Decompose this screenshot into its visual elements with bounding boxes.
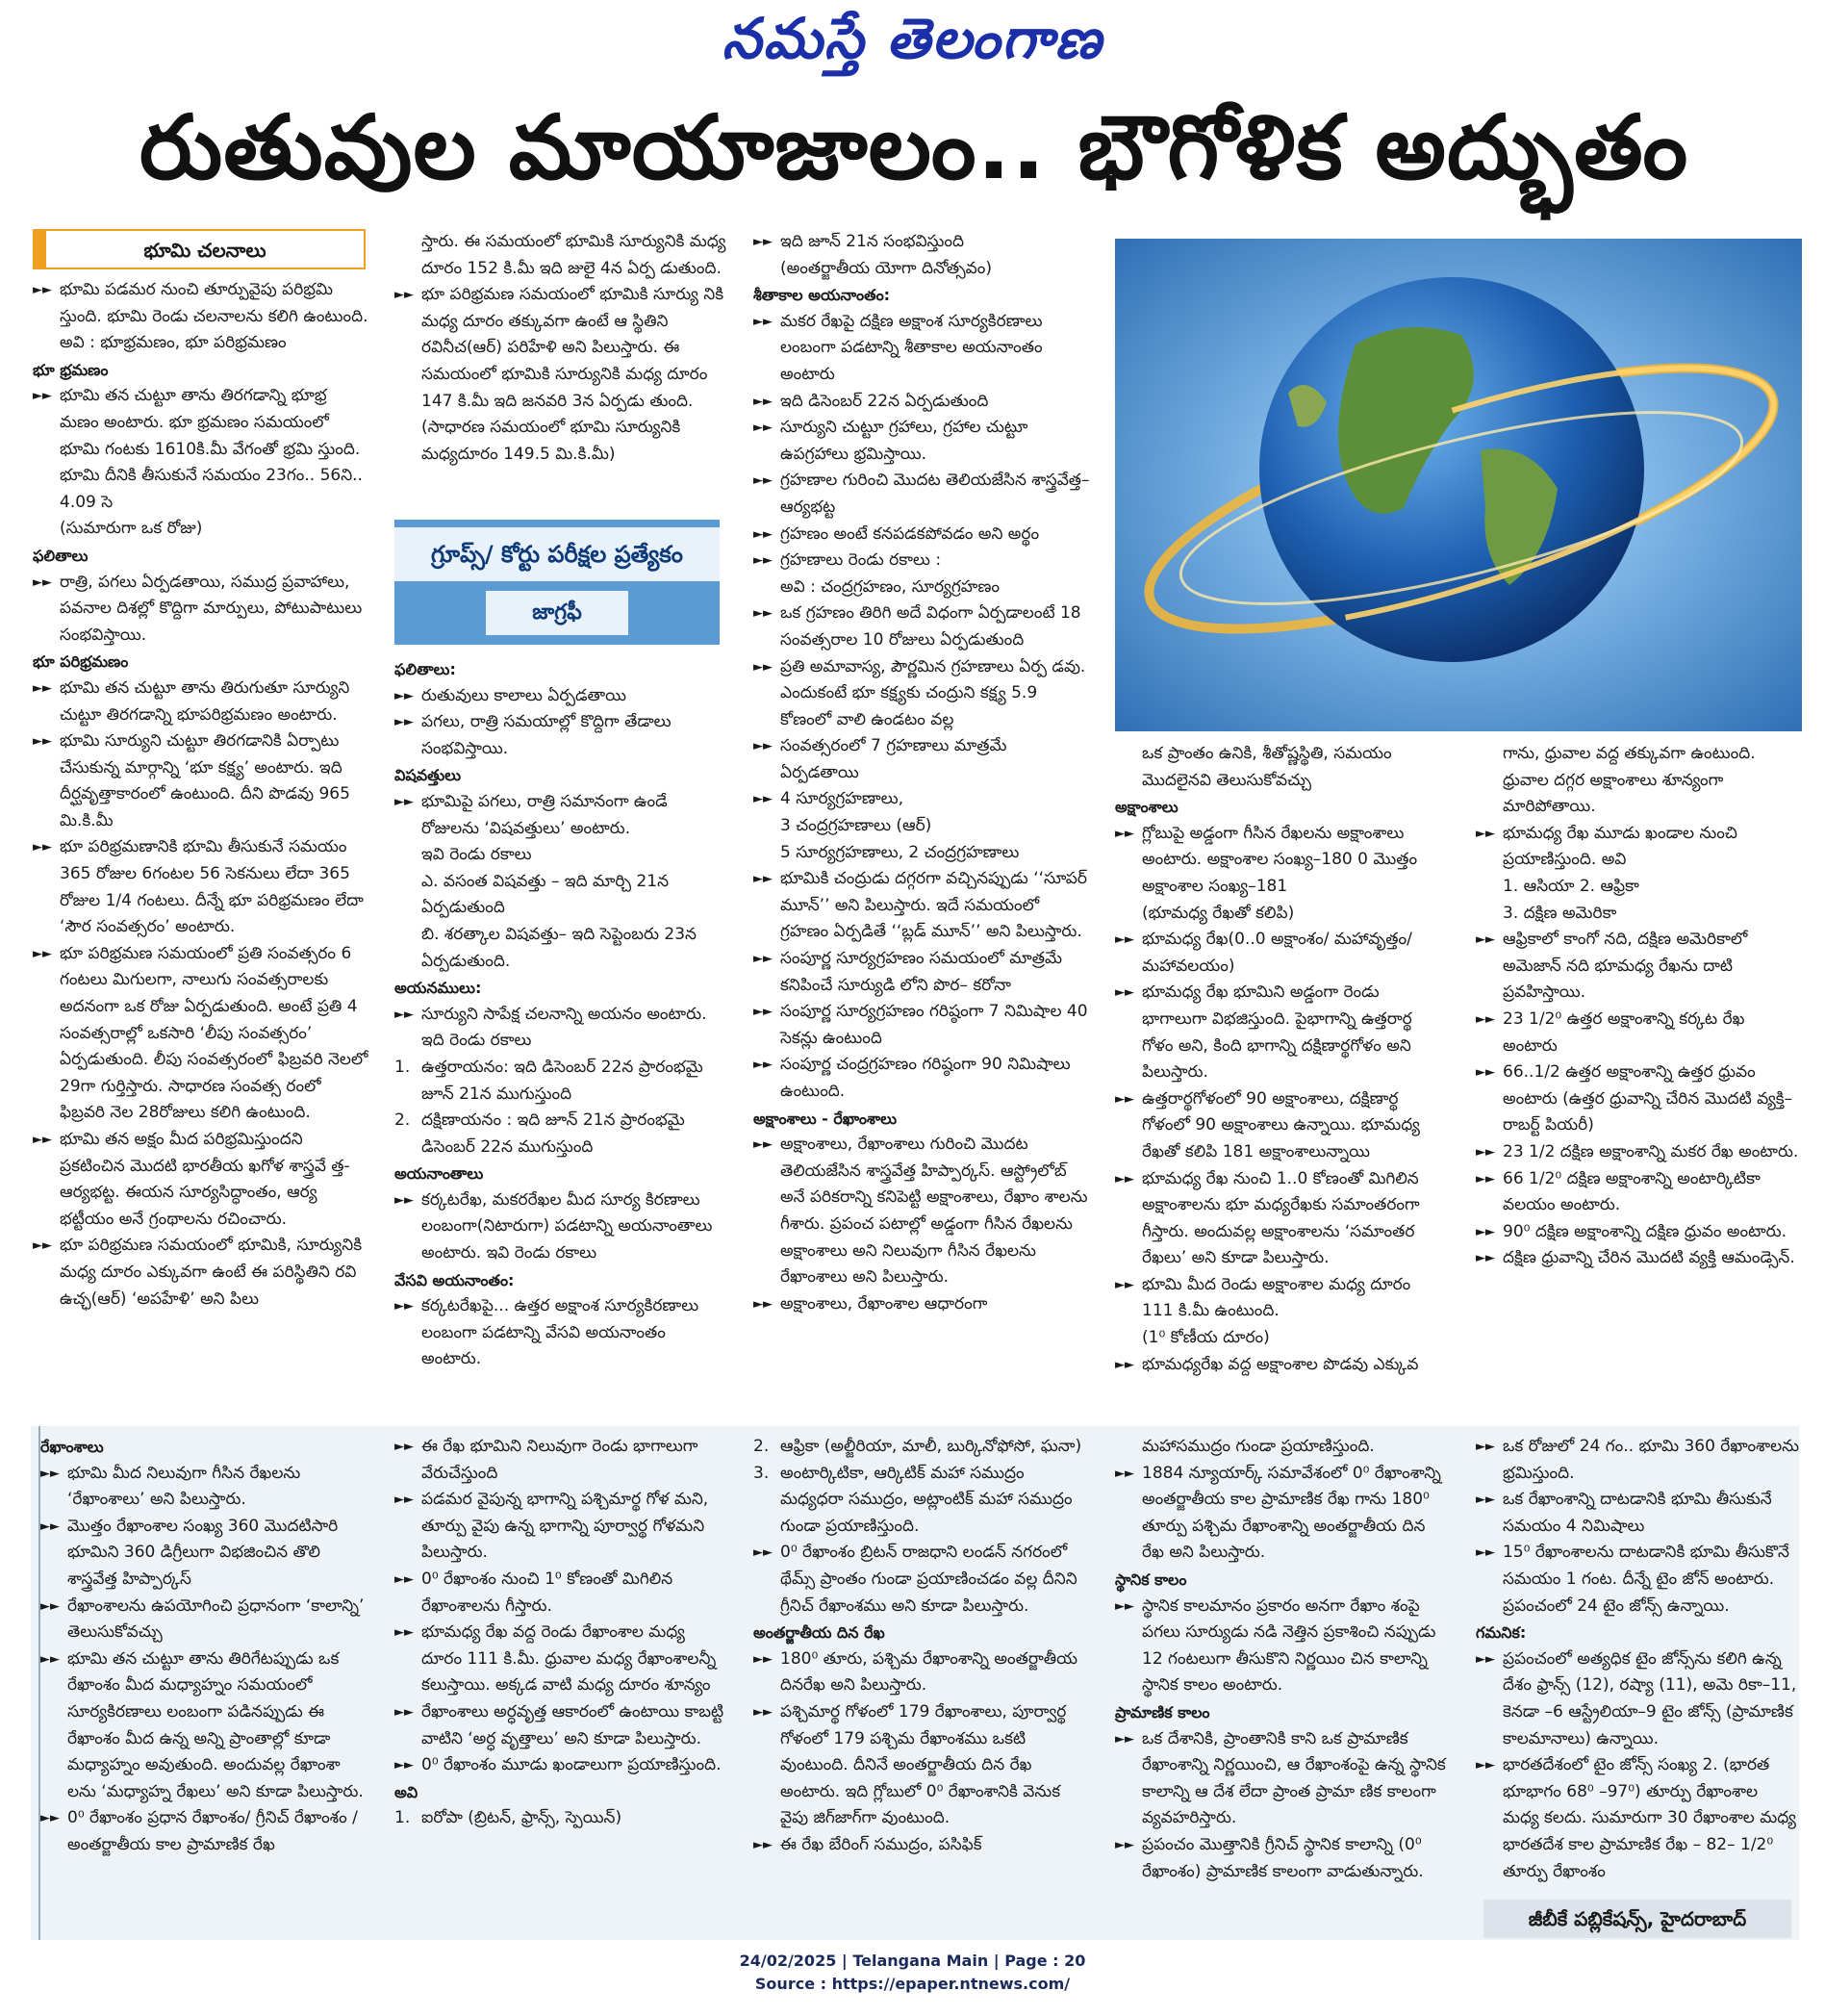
bullet-arrow-icon: ►► bbox=[394, 715, 414, 730]
bullet-arrow-icon: ►► bbox=[1476, 1171, 1495, 1187]
exam-banner bbox=[394, 520, 720, 645]
bullet-arrow-icon: ►► bbox=[394, 1625, 414, 1641]
bullet-text: దక్షిణ ధ్రువాన్ని చేరిన మొదటి వ్యక్తి ఆమండ్సెన్. bbox=[1503, 1248, 1795, 1268]
subheading: అక్షాంశాలు - రేఖాంశాలు bbox=[753, 1109, 898, 1128]
bullet-text: గ్రహణాల గురించి మొదట తెలియజేసిన శాస్త్రవేత్త– ఆర్యభట్ట bbox=[780, 471, 1090, 517]
bullet-text: భూ పరిభ్రమణ సమయంలో ప్రతి సంవత్సరం 6 గంటలు మిగులగా, నాలుగు సంవత్సరాలకు అదనంగా ఒక రోజు ఏర్పడుతుంది. అంటే ప్రతి 4 సంవత్సరాల్లో ఒకసారి ‘లీపు సంవత్సరం’ ఏర్పడుతుంది. లీపు సంవత్సరంలో ఫిబ్రవరి నెలలో 29గా గుర్తిస్తారు. సాధారణ సంవత్స రంలో ఫిబ్రవరి నెల 28రోజులు కలిగి ఉంటుంది. bbox=[60, 943, 368, 1123]
bullet-text: గ్రహణాలు రెండు రకాలు : bbox=[780, 550, 942, 571]
bullet-arrow-icon: ►► bbox=[1115, 1171, 1134, 1187]
bullet-item bbox=[33, 383, 369, 516]
subheading: శీతాకాల అయనాంతం: bbox=[753, 286, 891, 305]
bullet-text: భారతదేశంలో టైం జోన్స్ సంఖ్య 2. (భారత భూభాగం 68⁰ –97⁰) తూర్పు రేఖాంశాల మధ్య కలదు. సుమారుగా 30 రేఖాంశాల మధ్య భారతదేశ కాల ప్రామాణిక రేఖ – 82– 1/2⁰ తూర్పు రేఖాంశం bbox=[1503, 1755, 1796, 1881]
bullet-item bbox=[394, 1187, 726, 1267]
subheading: ఫలితాలు bbox=[33, 546, 89, 565]
bullet-arrow-icon: ►► bbox=[1115, 1598, 1134, 1614]
bullet-text: భూమి మీద నిలువుగా గీసిన రేఖలను ‘రేఖాంశాలు’ అని పిలుస్తారు. bbox=[67, 1463, 301, 1510]
bullet-text: ఇది జూన్ 21న సంభవిస్తుంది bbox=[780, 232, 964, 251]
bullet-arrow-icon: ►► bbox=[1115, 1277, 1134, 1292]
bullet-item bbox=[1115, 927, 1447, 980]
bullet-item bbox=[753, 1052, 1090, 1105]
bullet-arrow-icon: ►► bbox=[753, 1704, 773, 1720]
bullet-arrow-icon: ►► bbox=[33, 734, 52, 750]
bullet-item bbox=[394, 1620, 726, 1699]
bullet-item bbox=[1115, 1461, 1447, 1567]
bullet-text: 23 1/2⁰ ఉత్తర అక్షాంశాన్ని కర్కట రేఖ అంటారు bbox=[1503, 1008, 1745, 1056]
bullet-arrow-icon: ►► bbox=[1476, 1545, 1495, 1561]
bullet-text: 0⁰ రేఖాంశం నుంచి 1⁰ కోణంతో మిగిలిన రేఖాంశాలను గీస్తారు. bbox=[421, 1569, 673, 1616]
bullet-item bbox=[1115, 1832, 1447, 1885]
bullet-item bbox=[1476, 1540, 1799, 1620]
bullet-item bbox=[753, 1832, 1085, 1859]
bullet-item bbox=[1115, 1352, 1447, 1379]
bullet-arrow-icon: ►► bbox=[394, 1299, 414, 1314]
subheading: రేఖాంశాలు bbox=[40, 1438, 104, 1456]
bullet-arrow-icon: ►► bbox=[1476, 1144, 1495, 1160]
bullet-arrow-icon: ►► bbox=[1115, 1091, 1134, 1107]
bottom-column-3 bbox=[753, 1434, 1085, 1859]
bullet-text: 0⁰ రేఖాంశం మూడు ఖండాలుగా ప్రయాణిస్తుంది. bbox=[421, 1755, 722, 1775]
bullet-text: రాత్రి, పగలు ఏర్పడతాయి, సముద్ర ప్రవాహాలు, పవనాల దిశల్లో కొద్దిగా మార్పులు, పోటుపాటులు సంభవిస్తాయి. bbox=[60, 572, 363, 645]
paragraph-text: అవి : చంద్రగ్రహణం, సూర్యగ్రహణం bbox=[780, 576, 1000, 597]
bullet-text: ఆఫ్రికాలో కాంగో నది, దక్షిణ అమెరికాలో అమెజాన్ నది భూమధ్య రేఖను దాటి ప్రవహిస్తాయి. bbox=[1503, 930, 1748, 1003]
bullet-arrow-icon: ►► bbox=[394, 1007, 414, 1022]
bullet-arrow-icon: ►► bbox=[40, 1811, 60, 1826]
numbered-item bbox=[394, 1108, 726, 1161]
bottom-column-1 bbox=[40, 1434, 368, 1859]
bullet-text: 90⁰ దక్షిణ అక్షాంశాన్ని దక్షిణ ధ్రువం అంటారు. bbox=[1503, 1221, 1787, 1241]
subheading: అక్షాంశాలు bbox=[1115, 798, 1179, 817]
footer-date: 24/02/2025 | Telangana Main | Page : 20 bbox=[739, 1952, 1086, 1970]
bullet-arrow-icon: ►► bbox=[40, 1651, 60, 1667]
bullet-text: కర్కటరేఖ, మకరరేఖల మీద సూర్య కిరణాలు లంబంగా(నిటారుగా) పడటాన్ని అయనాంతాలు అంటారు. ఇవి రెండు రకాలు bbox=[421, 1189, 713, 1263]
bullet-text: 180⁰ తూరు, పశ్చిమ రేఖాంశాన్ని అంతర్జాతీయ దినరేఖ అని పిలుస్తారు. bbox=[780, 1648, 1077, 1696]
bullet-item bbox=[753, 1132, 1090, 1291]
bottom-column-2 bbox=[394, 1434, 726, 1832]
bullet-text: భూమధ్య రేఖ భూమిని అడ్డంగా రెండు భాగాలుగా విభజిస్తుంది. పైభాగాన్ని ఉత్తరార్థ గోళం అని, కింది భాగాన్ని దక్షిణార్థగోళం అని పిలుస్తారు. bbox=[1142, 982, 1412, 1083]
bullet-arrow-icon: ►► bbox=[33, 946, 52, 961]
bullet-item bbox=[1476, 1166, 1801, 1219]
bullet-arrow-icon: ►► bbox=[394, 794, 414, 809]
numbered-item bbox=[394, 1805, 726, 1832]
item-number: 3. bbox=[753, 1463, 770, 1483]
bullet-item bbox=[1476, 1059, 1801, 1139]
paragraph-text: (సుమారుగా ఒక రోజు) bbox=[60, 519, 203, 539]
bullet-text: భూమికి చంద్రుడు దగ్గరగా వచ్చినప్పుడు ‘‘సూపర్ మూన్’’ అని పిలుస్తారు. ఇదే సమయంలో గ్రహణం ఏర్పడితే ‘‘బ్లడ్ మూన్’’ అని పిలుస్తారు. bbox=[780, 869, 1087, 942]
bullet-text: ప్రతి అమావాస్య, పౌర్ణమిన గ్రహణాలు ఏర్ప డవు. ఎందుకంటే భూ కక్ష్యకు చంద్రుని కక్ష్య 5.9 కోణంలో వాలి ఉండటం వల్ల bbox=[780, 656, 1086, 729]
paragraph-text: 3. దక్షిణ అమెరికా bbox=[1503, 903, 1617, 923]
subheading: గమనిక: bbox=[1476, 1623, 1527, 1643]
bullet-item bbox=[1476, 821, 1801, 874]
item-number: 1. bbox=[394, 1808, 411, 1828]
bullet-item bbox=[394, 1487, 726, 1567]
bullet-arrow-icon: ►► bbox=[33, 283, 52, 297]
column-1 bbox=[33, 277, 369, 1313]
bullet-item bbox=[1115, 821, 1447, 901]
bullet-text: రేఖాంశాలను ఉపయోగించి ప్రధానంగా ‘కాలాన్ని’ తెలుసుకోవచ్చు bbox=[67, 1595, 365, 1643]
bullet-text: రుతువులు కాలాలు ఏర్పడతాయి bbox=[421, 685, 627, 705]
bullet-arrow-icon: ►► bbox=[1476, 1440, 1495, 1454]
bullet-text: అక్షాంశాలు, రేఖాంశాల ఆధారంగా bbox=[780, 1293, 988, 1314]
bullet-arrow-icon: ►► bbox=[753, 952, 773, 967]
bullet-text: మొత్తం రేఖాంశాల సంఖ్య 360 మొదటిసారి భూమిని 360 డిగ్రీలుగా విభజించిన తొలి శాస్త్రవేత్త హిప్పార్కస్ bbox=[67, 1516, 339, 1589]
bullet-arrow-icon: ►► bbox=[1476, 1651, 1495, 1667]
bullet-item bbox=[33, 941, 369, 1127]
bullet-arrow-icon: ►► bbox=[753, 792, 773, 807]
item-number: 1. bbox=[394, 1057, 411, 1077]
bullet-text: ప్రపంచంలో అత్యధిక టైం జోన్స్‌ను కలిగి ఉన్న దేశం ఫ్రాన్స్ (12), రష్యా (11), అమె రికా–11, కెనడా –6 ఆస్ట్రేలియా–9 టైం జోన్స్ (ప్రామాణిక కాలమానాలు) ఉన్నాయి. bbox=[1503, 1648, 1797, 1748]
bullet-arrow-icon: ►► bbox=[753, 739, 773, 754]
bullet-arrow-icon: ►► bbox=[753, 526, 773, 542]
bullet-item bbox=[394, 1293, 726, 1373]
bullet-arrow-icon: ►► bbox=[753, 394, 773, 409]
bullet-text: గ్రహణం అంటే కనపడకపోవడం అని అర్థం bbox=[780, 523, 1040, 544]
bullet-text: భూమధ్య రేఖ నుంచి 1..0 కోణంతో మిగిలిన అక్షాంశాలను భూ మధ్యరేఖకు సమాంతరంగా గీస్తారు. అందువల్ల అక్షాంశాలను ‘సమాంతర రేఖలు’ అని కూడా పిలుస్తారు. bbox=[1142, 1168, 1420, 1268]
bullet-text: ఉత్తరార్థగోళంలో 90 అక్షాంశాలు, దక్షిణార్థ గోళంలో 90 అక్షాంశాలు ఉన్నాయి. భూమధ్య రేఖతో కలిపి 181 అక్షాంశాలున్నాయి bbox=[1142, 1088, 1420, 1161]
earth-globe-icon bbox=[1115, 239, 1802, 731]
bullet-text: భూమి తన చుట్టూ తాను తిరగడాన్ని భూభ్ర మణం అంటారు. భూ భ్రమణం సమయంలో భూమి గంటకు 1610కి.మీ వేగంతో భ్రమి స్తుంది. భూమి దీనికి తీసుకునే సమయం 23గం.. 56ని.. 4.09 సె bbox=[60, 386, 363, 512]
paragraph-text: 5 సూర్యగ్రహణాలు, 2 చంద్రగ్రహణాలు bbox=[780, 842, 1020, 862]
bullet-arrow-icon: ►► bbox=[1115, 985, 1134, 1001]
bullet-text: ఒక గ్రహణం తిరిగి అదే విధంగా ఏర్పడాలంటే 18 సంవత్సరాల 10 రోజులు ఏర్పడుతుంది bbox=[780, 603, 1081, 650]
bullet-arrow-icon: ►► bbox=[33, 1133, 52, 1147]
bullet-arrow-icon: ►► bbox=[753, 1137, 773, 1153]
bullet-text: భూమధ్య రేఖ(0..0 అక్షాంశం/ మహావృత్తం/ మహావలయం) bbox=[1142, 930, 1412, 976]
bullet-item bbox=[1476, 1434, 1799, 1487]
bullet-text: భూమధ్య రేఖ మూడు ఖండాల నుంచి ప్రయాణిస్తుంది. అవి bbox=[1503, 823, 1737, 870]
paragraph-text: (అంతర్జాతీయ యోగా దినోత్సవం) bbox=[780, 258, 993, 278]
bullet-text: భూ పరిభ్రమణ సమయంలో భూమికి, సూర్యునికి మధ్య దూరం ఎక్కువగా ఉంటే ఈ పరిస్థితిని రవి ఉచ్ఛ(ఆర్) ‘అపహేళి’ అని పిలు bbox=[60, 1236, 363, 1309]
bullet-arrow-icon: ►► bbox=[394, 1493, 414, 1508]
bullet-text: 66 1/2⁰ దక్షిణ అక్షాంశాన్ని అంటార్కిటికా వలయం అంటారు. bbox=[1503, 1168, 1761, 1215]
bullet-item bbox=[33, 277, 369, 330]
subheading: అవి bbox=[394, 1782, 418, 1801]
bullet-text: సంవత్సరంలో 7 గ్రహణాలు మాత్రమే ఏర్పడతాయి bbox=[780, 736, 1007, 782]
bullet-item bbox=[394, 683, 726, 710]
section-box-title: భూమి చలనాలు bbox=[33, 229, 366, 269]
bullet-text: 1884 న్యూయార్క్ సమావేశంలో 0⁰ రేఖాంశాన్ని అంతర్జాతీయ కాల ప్రామాణిక రేఖ గాను 180⁰ తూర్పు పశ్చిమ రేఖాంశాన్ని అంతర్జాతీయ దిన రేఖ అని పిలుస్తారు. bbox=[1142, 1463, 1441, 1563]
bullet-text: పశ్చిమార్థ గోళంలో 179 రేఖాంశాలు, పూర్వార్థ గోళంలో 179 పశ్చిమ రేఖాంశము ఒకటి వుంటుంది. దీనినే అంతర్జాతీయ దిన రేఖ అంటారు. ఇది గ్లోబులో 0⁰ రేఖాంశానికి వెనుక వైపు జిగ్‌జాగ్‌గా వుంటుంది. bbox=[780, 1701, 1067, 1828]
column-4 bbox=[1115, 741, 1447, 1378]
bullet-text: భూమధ్య రేఖ వద్ద రెండు రేఖాంశాల మధ్య దూరం 111 కి.మీ. ధ్రువాల మధ్య రేఖాంశాలన్నీ కలుస్తాయి. అక్కడ వాటి మధ్య దూరం శూన్యం bbox=[421, 1622, 717, 1696]
bullet-arrow-icon: ►► bbox=[394, 1440, 414, 1454]
bullet-text: 15⁰ రేఖాంశాలను దాటడానికి భూమి తీసుకొనే సమయం 1 గంట. దీన్నే టైం జోన్ అంటారు. ప్రపంచంలో 24 టైం జోన్స్ ఉన్నాయి. bbox=[1503, 1543, 1789, 1616]
bottom-column-5 bbox=[1476, 1434, 1799, 1885]
bullet-arrow-icon: ►► bbox=[753, 421, 773, 436]
item-number: 2. bbox=[394, 1110, 411, 1131]
bullet-item bbox=[753, 600, 1090, 653]
bullet-text: భూమి తన అక్షం మీద పరిభ్రమిస్తుందని ప్రకటించిన మొదటి భారతీయ ఖగోళ శాస్త్రవే త్త- ఆర్యభట్ట. ఈయన సూర్యసిద్ధాంతం, ఆర్య భట్టీయం అనే గ్రంథాలను రచించారు. bbox=[60, 1130, 350, 1229]
masthead-logo: నమస్తే తెలంగాణ bbox=[722, 6, 1103, 71]
bullet-text: సూర్యుని చుట్టూ గ్రహాలు, గ్రహాల చుట్టూ ఉపగ్రహాలు భ్రమిస్తాయి. bbox=[780, 418, 1028, 464]
bullet-item bbox=[753, 309, 1090, 389]
bottom-column-4 bbox=[1115, 1434, 1447, 1885]
bullet-arrow-icon: ►► bbox=[394, 1192, 414, 1208]
bullet-item bbox=[394, 1002, 726, 1055]
bullet-text: 23 1/2 దక్షిణ అక్షాంశాన్ని మకర రేఖ అంటారు. bbox=[1503, 1141, 1799, 1161]
paragraph-text: 1. ఆసియా 2. ఆఫ్రికా bbox=[1503, 876, 1639, 896]
bullet-item bbox=[753, 229, 1090, 256]
publisher-credit: జీబీకే పబ్లికేషన్స్, హైదరాబాద్ bbox=[1483, 1900, 1791, 1938]
bullet-item bbox=[1115, 1166, 1447, 1272]
bullet-text: భూమి తన చుట్టూ తాను తిరిగేటప్పుడు ఒక రేఖాంశం మీద మధ్యాహ్నం సమయంలో సూర్యకిరణాలు లంబంగా పడినప్పుడు ఈ రేఖాంశం మీద ఉన్న అన్ని ప్రాంతాల్లో కూడా మధ్యాహ్నం అవుతుంది. అందువల్ల రేఖాంశా లను ‘మధ్యాహ్న రేఖలు’ అని కూడా పిలుస్తారు. bbox=[67, 1648, 364, 1801]
bullet-item bbox=[753, 786, 1090, 813]
bullet-item bbox=[1115, 1594, 1447, 1699]
bullet-text: ఈ రేఖ బేరింగ్ సముద్రం, పసిఫిక్ bbox=[780, 1834, 982, 1854]
bullet-arrow-icon: ►► bbox=[40, 1466, 60, 1481]
bullet-arrow-icon: ►► bbox=[753, 1545, 773, 1561]
bullet-arrow-icon: ►► bbox=[753, 1296, 773, 1312]
bullet-text: మకర రేఖపై దక్షిణ అక్షాంశ సూర్యకిరణాలు లంబంగా పడటాన్ని శీతాకాల అయనాంతం అంటారు bbox=[780, 311, 1043, 384]
subheading: ఫలితాలు: bbox=[394, 660, 456, 678]
bullet-text: భూమధ్యరేఖ వద్ద అక్షాంశాల పొడవు ఎక్కువ bbox=[1142, 1354, 1419, 1374]
bullet-text: ఒక రేఖాంశాన్ని దాటడానికి భూమి తీసుకునే సమయం 4 నిమిషాలు bbox=[1503, 1490, 1772, 1536]
paragraph-text: స్తారు. ఈ సమయంలో భూమికి సూర్యునికి మధ్య దూరం 152 కి.మీ ఇది జులై 4న ఏర్ప డుతుంది. bbox=[421, 232, 726, 278]
bullet-text: ఒక రోజులో 24 గం.. భూమి 360 రేఖాంశాలను భ్రమిస్తుంది. bbox=[1503, 1437, 1799, 1483]
bullet-item bbox=[394, 709, 726, 762]
bullet-item bbox=[753, 1699, 1085, 1832]
bullet-item bbox=[40, 1805, 368, 1858]
bullet-text: ఈ రేఖ భూమిని నిలువుగా రెండు భాగాలుగా వేరుచేస్తుంది bbox=[421, 1437, 698, 1483]
bullet-item bbox=[753, 389, 1090, 416]
bullet-text: 0⁰ రేఖాంశం ప్రధాన రేఖాంశం/ గ్రీనిచ్ రేఖాంశం / అంతర్జాతీయ కాల ప్రామాణిక రేఖ bbox=[67, 1808, 358, 1854]
bullet-arrow-icon: ►► bbox=[1476, 1065, 1495, 1081]
page-headline: రుతువుల మాయాజాలం.. భౌగోళిక అద్భుతం bbox=[139, 96, 1689, 199]
column-5 bbox=[1476, 741, 1801, 1272]
bullet-arrow-icon: ►► bbox=[753, 473, 773, 489]
bullet-text: భూమిపై పగలు, రాత్రి సమానంగా ఉండే రోజులను ‘విషవత్తులు’ అంటారు. bbox=[421, 791, 668, 838]
bullet-arrow-icon: ►► bbox=[753, 553, 773, 569]
bullet-item bbox=[753, 1291, 1090, 1318]
bullet-arrow-icon: ►► bbox=[40, 1598, 60, 1614]
bullet-item bbox=[753, 468, 1090, 521]
bullet-item bbox=[1115, 1726, 1447, 1832]
bullet-arrow-icon: ►► bbox=[1115, 932, 1134, 948]
bullet-text: పగలు, రాత్రి సమయాల్లో కొద్దిగా తేడాలు సంభవిస్తాయి. bbox=[421, 712, 672, 758]
bullet-arrow-icon: ►► bbox=[753, 1651, 773, 1667]
subheading: భూ భ్రమణం bbox=[33, 360, 109, 379]
subheading: వేసవి అయనాంతం: bbox=[394, 1270, 515, 1289]
bullet-arrow-icon: ►► bbox=[1115, 1466, 1134, 1481]
subheading: స్థానిక కాలం bbox=[1115, 1569, 1187, 1589]
bullet-arrow-icon: ►► bbox=[1476, 1251, 1495, 1266]
item-text: దక్షిణాయనం : ఇది జూన్ 21న ప్రారంభమై డిసెంబర్ 22న ముగుస్తుంది bbox=[421, 1110, 685, 1157]
bullet-item bbox=[40, 1594, 368, 1646]
subheading: విషవత్తులు bbox=[394, 766, 462, 785]
paragraph-text: ఎ. వసంత విషవత్తు – ఇది మార్చి 21న ఏర్పడుతుంది bbox=[421, 871, 670, 918]
bullet-item bbox=[753, 415, 1090, 468]
bullet-item bbox=[753, 548, 1090, 574]
bullet-text: సూర్యుని సాపేక్ష చలనాన్ని అయనం అంటారు. ఇది రెండు రకాలు bbox=[421, 1004, 707, 1051]
subheading: అయనాంతాలు bbox=[394, 1164, 484, 1184]
bullet-arrow-icon: ►► bbox=[1476, 1493, 1495, 1508]
bullet-text: 0⁰ రేఖాంశం బ్రిటన్ రాజధాని లండన్ నగరంలో థేమ్స్ ప్రాంతం గుండా ప్రయాణించడం వల్ల దీనిని గ్రీనిచ్ రేఖాంశము అని కూడా పిలుస్తారు. bbox=[780, 1543, 1077, 1616]
bullet-arrow-icon: ►► bbox=[753, 659, 773, 675]
bullet-text: భూ పరిభ్రమణ సమయంలో భూమికి సూర్యు నికి మధ్య దూరం తక్కువగా ఉంటే ఆ స్థితిని రవినీచ(ఆర్) పరిహేళి అని పిలుస్తారు. ఈ సమయంలో భూమికి సూర్యునికి మధ్య దూరం 147 కి.మీ ఇది జనవరి 3న ఏర్పడు తుంది. (సాధారణ సమయంలో భూమి సూర్యునికి మధ్యదూరం 149.5 మి.కి.మీ) bbox=[421, 285, 724, 464]
item-text: ఆఫ్రికా (అల్జీరియా, మాలీ, బుర్కినోఫోసో, ఘనా) bbox=[780, 1437, 1082, 1456]
bullet-item bbox=[1476, 1487, 1799, 1540]
bullet-item bbox=[33, 1127, 369, 1233]
subheading: అంతర్జాతీయ దిన రేఖ bbox=[753, 1623, 885, 1643]
bullet-arrow-icon: ►► bbox=[1476, 1011, 1495, 1027]
bullet-arrow-icon: ►► bbox=[1115, 1731, 1134, 1747]
bullet-text: రేఖాంశాలు అర్ధవృత్త ఆకారంలో ఉంటాయి కాబట్టి వాటిని ‘అర్ధ వృత్తాలు’ అని కూడా పిలుస్తారు. bbox=[421, 1701, 724, 1748]
bullet-item bbox=[1476, 1245, 1801, 1272]
bullet-text: పడమర వైపున్న భాగాన్ని పశ్చిమార్థ గోళ మని, తూర్పు వైపు ఉన్న భాగాన్ని పూర్వార్థ గోళమని పిలుస్తారు. bbox=[421, 1490, 709, 1563]
bullet-text: కర్కటరేఖపై... ఉత్తర అక్షాంశ సూర్యకిరణాలు లంబంగా పడటాన్ని వేసవి అయనాంతం అంటారు. bbox=[421, 1296, 699, 1369]
bullet-arrow-icon: ►► bbox=[1115, 1357, 1134, 1372]
bullet-item bbox=[394, 789, 726, 842]
bullet-item bbox=[33, 570, 369, 650]
bullet-text: భూమి తన చుట్టూ తాను తిరుగుతూ సూర్యుని చుట్టూ తిరగడాన్ని భూపరిభ్రమణం అంటారు. bbox=[60, 677, 350, 725]
bullet-text: భూమి మీద రెండు అక్షాంశాల మధ్య దూరం 111 కి.మీ ఉంటుంది. bbox=[1142, 1274, 1411, 1321]
paragraph-text: (1⁰ కోణీయ దూరం) bbox=[1142, 1328, 1270, 1348]
bullet-item bbox=[1476, 1646, 1799, 1752]
bullet-text: ఇది డిసెంబర్ 22న ఏర్పడుతుంది bbox=[780, 391, 989, 411]
bullet-arrow-icon: ►► bbox=[1476, 932, 1495, 948]
bullet-item bbox=[753, 866, 1090, 946]
bullet-item bbox=[1476, 1219, 1801, 1246]
bullet-arrow-icon: ►► bbox=[394, 688, 414, 703]
subheading: భూ పరిభ్రమణం bbox=[33, 652, 129, 672]
bullet-item bbox=[753, 654, 1090, 734]
bullet-item bbox=[1115, 1272, 1447, 1325]
paragraph-text: (భూమధ్య రేఖతో కలిపి) bbox=[1142, 903, 1295, 923]
paragraph-text: ఇవి రెండు రకాలు bbox=[421, 845, 532, 865]
bullet-arrow-icon: ►► bbox=[33, 574, 52, 590]
bullet-item bbox=[40, 1514, 368, 1594]
earth-globe-illustration bbox=[1115, 239, 1802, 731]
paragraph-text: బి. శరత్కాల విషవత్తు– ఇది సెప్టెంబరు 23న ఏర్పడుతుంది. bbox=[421, 924, 697, 971]
bullet-item bbox=[753, 946, 1090, 999]
bullet-item bbox=[40, 1646, 368, 1806]
bullet-item bbox=[33, 834, 369, 940]
numbered-item bbox=[394, 1055, 726, 1108]
bullet-item bbox=[753, 733, 1090, 786]
bullet-item bbox=[753, 1540, 1085, 1620]
bullet-arrow-icon: ►► bbox=[33, 389, 52, 404]
paragraph-text: 3 చంద్రగ్రహణాలు (ఆర్) bbox=[780, 816, 932, 836]
item-text: ఐరోపా (బ్రిటన్, ఫ్రాన్స్, స్పెయిన్) bbox=[421, 1808, 622, 1828]
bullet-item bbox=[753, 522, 1090, 549]
item-text: అంటార్కిటికా, ఆర్కిటిక్ మహా సముద్రం మధ్యధరా సముద్రం, అట్లాంటిక్ మహా సముద్రం గుండా ప్రయాణిస్తుంది. bbox=[780, 1463, 1073, 1536]
bullet-arrow-icon: ►► bbox=[394, 288, 414, 303]
bullet-text: భూ పరిభ్రమణానికి భూమి తీసుకునే సమయం 365 రోజుల 6గంటల 56 సెకనులు లేదా 365 రోజుల 1/4 గంటలు. దీన్నే భూ పరిభ్రమణం లేదా ‘సౌర సంవత్సరం’ అంటారు. bbox=[60, 837, 364, 937]
bullet-text: సంపూర్ణ సూర్యగ్రహణం గరిష్ఠంగా 7 నిమిషాల 40 సెకన్లు ఉంటుంది bbox=[780, 1002, 1088, 1048]
banner-title: గ్రూప్స్/ కోర్టు పరీక్షల ప్రత్యేకం bbox=[394, 527, 720, 581]
bullet-item bbox=[1115, 1086, 1447, 1166]
column-3 bbox=[753, 229, 1090, 1317]
paragraph-text: ఒక ప్రాంతం ఉనికి, శీతోష్ణస్థితి, సమయం మొదలైనవి తెలుసుకోవచ్చు bbox=[1142, 744, 1392, 790]
item-number: 2. bbox=[753, 1437, 770, 1456]
bullet-arrow-icon: ►► bbox=[753, 606, 773, 622]
bullet-text: ప్రపంచం మొత్తానికి గ్రీనిచ్ స్థానిక కాలాన్ని (0⁰ రేఖాంశం) ప్రామాణిక కాలంగా వాడుతున్నారు. bbox=[1142, 1834, 1424, 1881]
bullet-item bbox=[394, 282, 726, 468]
bullet-text: ఒక దేశానికి, ప్రాంతానికి కాని ఒక ప్రామాణిక రేఖాంశాన్ని నిర్ణయించి, ఆ రేఖాంశంపై ఉన్న స్థానిక కాలాన్ని ఆ దేశ లేదా ప్రాంత ప్రామా ణిక కాలంగా వ్యవహరిస్తారు. bbox=[1142, 1728, 1446, 1828]
bullet-item bbox=[33, 1233, 369, 1313]
bullet-item bbox=[1476, 1139, 1801, 1166]
bullet-arrow-icon: ►► bbox=[753, 235, 773, 249]
banner-subject: జాగ్రఫీ bbox=[486, 591, 628, 635]
numbered-item bbox=[753, 1434, 1085, 1461]
bullet-text: సంపూర్ణ సూర్యగ్రహణం సమయంలో మాత్రమే కనిపించే సూర్యుడి లోని పొర– కరోనా bbox=[780, 949, 1062, 995]
paragraph-text: మహాసముద్రం గుండా ప్రయాణిస్తుంది. bbox=[1142, 1437, 1375, 1456]
bullet-arrow-icon: ►► bbox=[753, 1005, 773, 1020]
bullet-arrow-icon: ►► bbox=[753, 872, 773, 887]
bullet-item bbox=[394, 1434, 726, 1487]
bullet-arrow-icon: ►► bbox=[394, 1571, 414, 1587]
bullet-text: 66..1/2 ఉత్తర అక్షాంశాన్ని ఉత్తర ధ్రువం అంటారు (ఉత్తర ధ్రువాన్ని చేరిన మొదటి వ్యక్తి– రాబర్ట్ పియరీ) bbox=[1503, 1062, 1793, 1136]
bullet-arrow-icon: ►► bbox=[753, 1837, 773, 1852]
column-2-bottom bbox=[394, 656, 726, 1373]
bullet-arrow-icon: ►► bbox=[1115, 826, 1134, 841]
bullet-text: గ్లోబుపై అడ్డంగా గీసిన రేఖలను అక్షాంశాలు అంటారు. అక్షాంశాల సంఖ్య–180 0 మొత్తం అక్షాంశాల సంఖ్య–181 bbox=[1142, 823, 1418, 896]
bullet-item bbox=[33, 676, 369, 728]
bullet-text: భూమి సూర్యుని చుట్టూ తిరగడానికి ఏర్పాటు చేసుకున్న మార్గాన్ని ‘భూ కక్ష్య’ అంటారు. ఇది దీర్ఘవృత్తాకారంలో ఉంటుంది. దీని పొడవు 965 మి.కి.మీ bbox=[60, 731, 350, 830]
footer-source: Source : https://epaper.ntnews.com/ bbox=[754, 1975, 1071, 1993]
bullet-item bbox=[40, 1461, 368, 1514]
bullet-text: స్థానిక కాలమానం ప్రకారం అనగా రేఖాం శంపై పగలు సూర్యుడు నడి నెత్తిన ప్రకాశించి నప్పుడు 12 గంటలుగా తీసుకొని నిర్ణయిం చిన కాలాన్ని స్థానిక కాలం అంటారు. bbox=[1142, 1595, 1436, 1696]
bullet-item bbox=[753, 1646, 1085, 1699]
bullet-item bbox=[753, 999, 1090, 1052]
bullet-item bbox=[1476, 1007, 1801, 1059]
bullet-item bbox=[1476, 927, 1801, 1007]
bullet-arrow-icon: ►► bbox=[394, 1704, 414, 1720]
bullet-item bbox=[394, 1699, 726, 1752]
bullet-arrow-icon: ►► bbox=[33, 680, 52, 696]
bullet-arrow-icon: ►► bbox=[394, 1758, 414, 1774]
bullet-item bbox=[394, 1567, 726, 1620]
bullet-text: సంపూర్ణ చంద్రగ్రహణం గరిష్ఠంగా 90 నిమిషాలు ఉంటుంది. bbox=[780, 1055, 1071, 1101]
numbered-item bbox=[753, 1461, 1085, 1541]
paragraph-text: గాను, ధ్రువాల వద్ద తక్కువగా ఉంటుంది. ధ్రువాల దగ్గర అక్షాంశాలు శూన్యంగా మారిపోతాయి. bbox=[1503, 744, 1756, 817]
column-2-top bbox=[394, 229, 726, 468]
bullet-arrow-icon: ►► bbox=[753, 1058, 773, 1073]
bullet-text: 4 సూర్యగ్రహణాలు, bbox=[780, 789, 903, 809]
bullet-text: అక్షాంశాలు, రేఖాంశాలు గురించి మొదట తెలియజేసిన శాస్త్రవేత్త హిప్పార్కస్. ఆస్ట్రోలోబ్ అనే పరికరాన్ని కనిపెట్టి అక్షాంశాలు, రేఖాం శాలను గీశారు. ప్రపంచ పటాల్లో అడ్డంగా గీసిన రేఖలను అక్షాంశాలు అని నిలువుగా గీసిన రేఖలను రేఖాంశాలు అని పిలుస్తారు. bbox=[780, 1135, 1088, 1288]
bullet-arrow-icon: ►► bbox=[1476, 826, 1495, 841]
paragraph-text: అవి : భూభ్రమణం, భూ పరిభ్రమణం bbox=[60, 333, 287, 353]
item-text: ఉత్తరాయనం: ఇది డిసెంబర్ 22న ప్రారంభమై జూన్ 21న ముగుస్తుంది bbox=[421, 1057, 703, 1104]
bullet-item bbox=[33, 728, 369, 834]
bullet-item bbox=[1115, 980, 1447, 1085]
bullet-arrow-icon: ►► bbox=[33, 840, 52, 855]
bullet-item bbox=[1476, 1752, 1799, 1885]
bullet-arrow-icon: ►► bbox=[1115, 1837, 1134, 1852]
bullet-arrow-icon: ►► bbox=[1476, 1224, 1495, 1239]
bullet-item bbox=[394, 1752, 726, 1779]
bullet-arrow-icon: ►► bbox=[1476, 1758, 1495, 1774]
bullet-arrow-icon: ►► bbox=[33, 1238, 52, 1254]
subheading: అయనములు: bbox=[394, 979, 482, 998]
subheading: ప్రామాణిక కాలం bbox=[1115, 1702, 1210, 1722]
bullet-arrow-icon: ►► bbox=[40, 1518, 60, 1534]
bullet-arrow-icon: ►► bbox=[753, 314, 773, 329]
bullet-text: భూమి పడమర నుంచి తూర్పువైపు పరిభ్రమి స్తుంది. భూమి రెండు చలనాలను కలిగి ఉంటుంది. bbox=[60, 280, 368, 326]
